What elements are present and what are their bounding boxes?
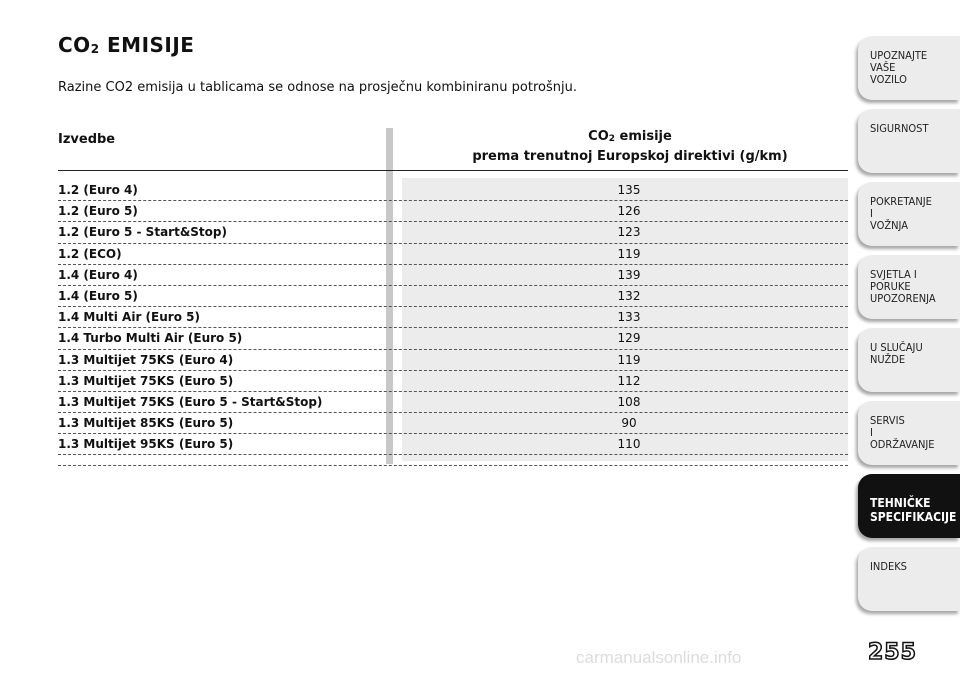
row-emission-value: 90 <box>621 416 637 431</box>
page-title: $CO_2$ EMISIJE <box>58 33 195 57</box>
page-number: 255 <box>868 640 917 665</box>
row-emission-value: 126 <box>617 204 641 219</box>
row-version-label: 1.3 Multijet 95KS (Euro 5) <box>58 437 234 452</box>
chapter-tab[interactable]: SIGURNOST <box>858 109 960 173</box>
chapter-tab[interactable]: SVJETLA I PORUKE UPOZORENJA <box>858 255 960 319</box>
row-version-label: 1.4 (Euro 5) <box>58 288 138 303</box>
row-version-label: 1.3 Multijet 85KS (Euro 5) <box>58 416 234 431</box>
row-version-label: 1.3 Multijet 75KS (Euro 5 - Start&Stop) <box>58 394 323 409</box>
row-emission-value: 129 <box>617 331 641 346</box>
table-row <box>58 222 848 243</box>
chapter-tabs <box>858 36 960 620</box>
column-header-versions: Izvedbe <box>58 132 116 147</box>
emissions-table <box>58 180 848 455</box>
chapter-tab[interactable]: POKRETANJE I VOŽNJA <box>858 182 960 246</box>
table-bottom-rule <box>58 465 848 466</box>
row-emission-value: 119 <box>617 246 641 261</box>
table-row <box>58 350 848 371</box>
row-version-label: 1.2 (Euro 5 - Start&Stop) <box>58 225 227 240</box>
row-version-label: 1.4 Multi Air (Euro 5) <box>58 310 200 325</box>
row-emission-value: 135 <box>617 183 641 197</box>
row-version-label: 1.3 Multijet 75KS (Euro 4) <box>58 352 234 367</box>
chapter-tab[interactable]: INDEKS <box>858 547 960 611</box>
table-row <box>58 392 848 413</box>
table-row <box>58 328 848 349</box>
chapter-tab[interactable]: U SLUČAJU NUŽDE <box>858 328 960 392</box>
chapter-tab[interactable]: UPOZNAJTE VAŠE VOZILO <box>858 36 960 100</box>
table-row <box>58 265 848 286</box>
row-emission-value: 123 <box>617 225 641 240</box>
chapter-tab[interactable]: SERVIS I ODRŽAVANJE <box>858 401 960 465</box>
row-version-label: 1.4 (Euro 4) <box>58 267 138 282</box>
row-emission-value: 139 <box>617 267 641 282</box>
table-row <box>58 244 848 265</box>
table-row <box>58 180 848 201</box>
row-emission-value: 133 <box>617 310 641 325</box>
table-row <box>58 434 848 455</box>
chapter-tab[interactable]: TEHNIČKE SPECIFIKACIJE <box>858 474 960 538</box>
table-row <box>58 413 848 434</box>
row-version-label: 1.3 Multijet 75KS (Euro 5) <box>58 373 234 388</box>
row-version-label: 1.2 (ECO) <box>58 246 122 261</box>
row-emission-value: 110 <box>617 437 641 452</box>
row-version-label: 1.4 Turbo Multi Air (Euro 5) <box>58 331 243 346</box>
column-header-emissions: $CO_2$ emisije prema trenutnoj Europskoj direktivi (g/km) <box>472 129 788 164</box>
table-row <box>58 201 848 222</box>
row-emission-value: 119 <box>617 352 641 367</box>
row-emission-value: 112 <box>617 373 641 388</box>
row-emission-value: 132 <box>617 288 641 303</box>
row-version-label: 1.2 (Euro 4) <box>58 183 138 197</box>
row-emission-value: 108 <box>617 394 641 409</box>
watermark: carmanualsonline.info <box>576 648 742 667</box>
table-row <box>58 307 848 328</box>
table-row <box>58 371 848 392</box>
row-version-label: 1.2 (Euro 5) <box>58 204 138 219</box>
table-row <box>58 286 848 307</box>
intro-text: Razine CO2 emisija u tablicama se odnose na prosječnu kombiniranu potrošnju. <box>58 80 577 95</box>
header-rule <box>58 170 848 171</box>
